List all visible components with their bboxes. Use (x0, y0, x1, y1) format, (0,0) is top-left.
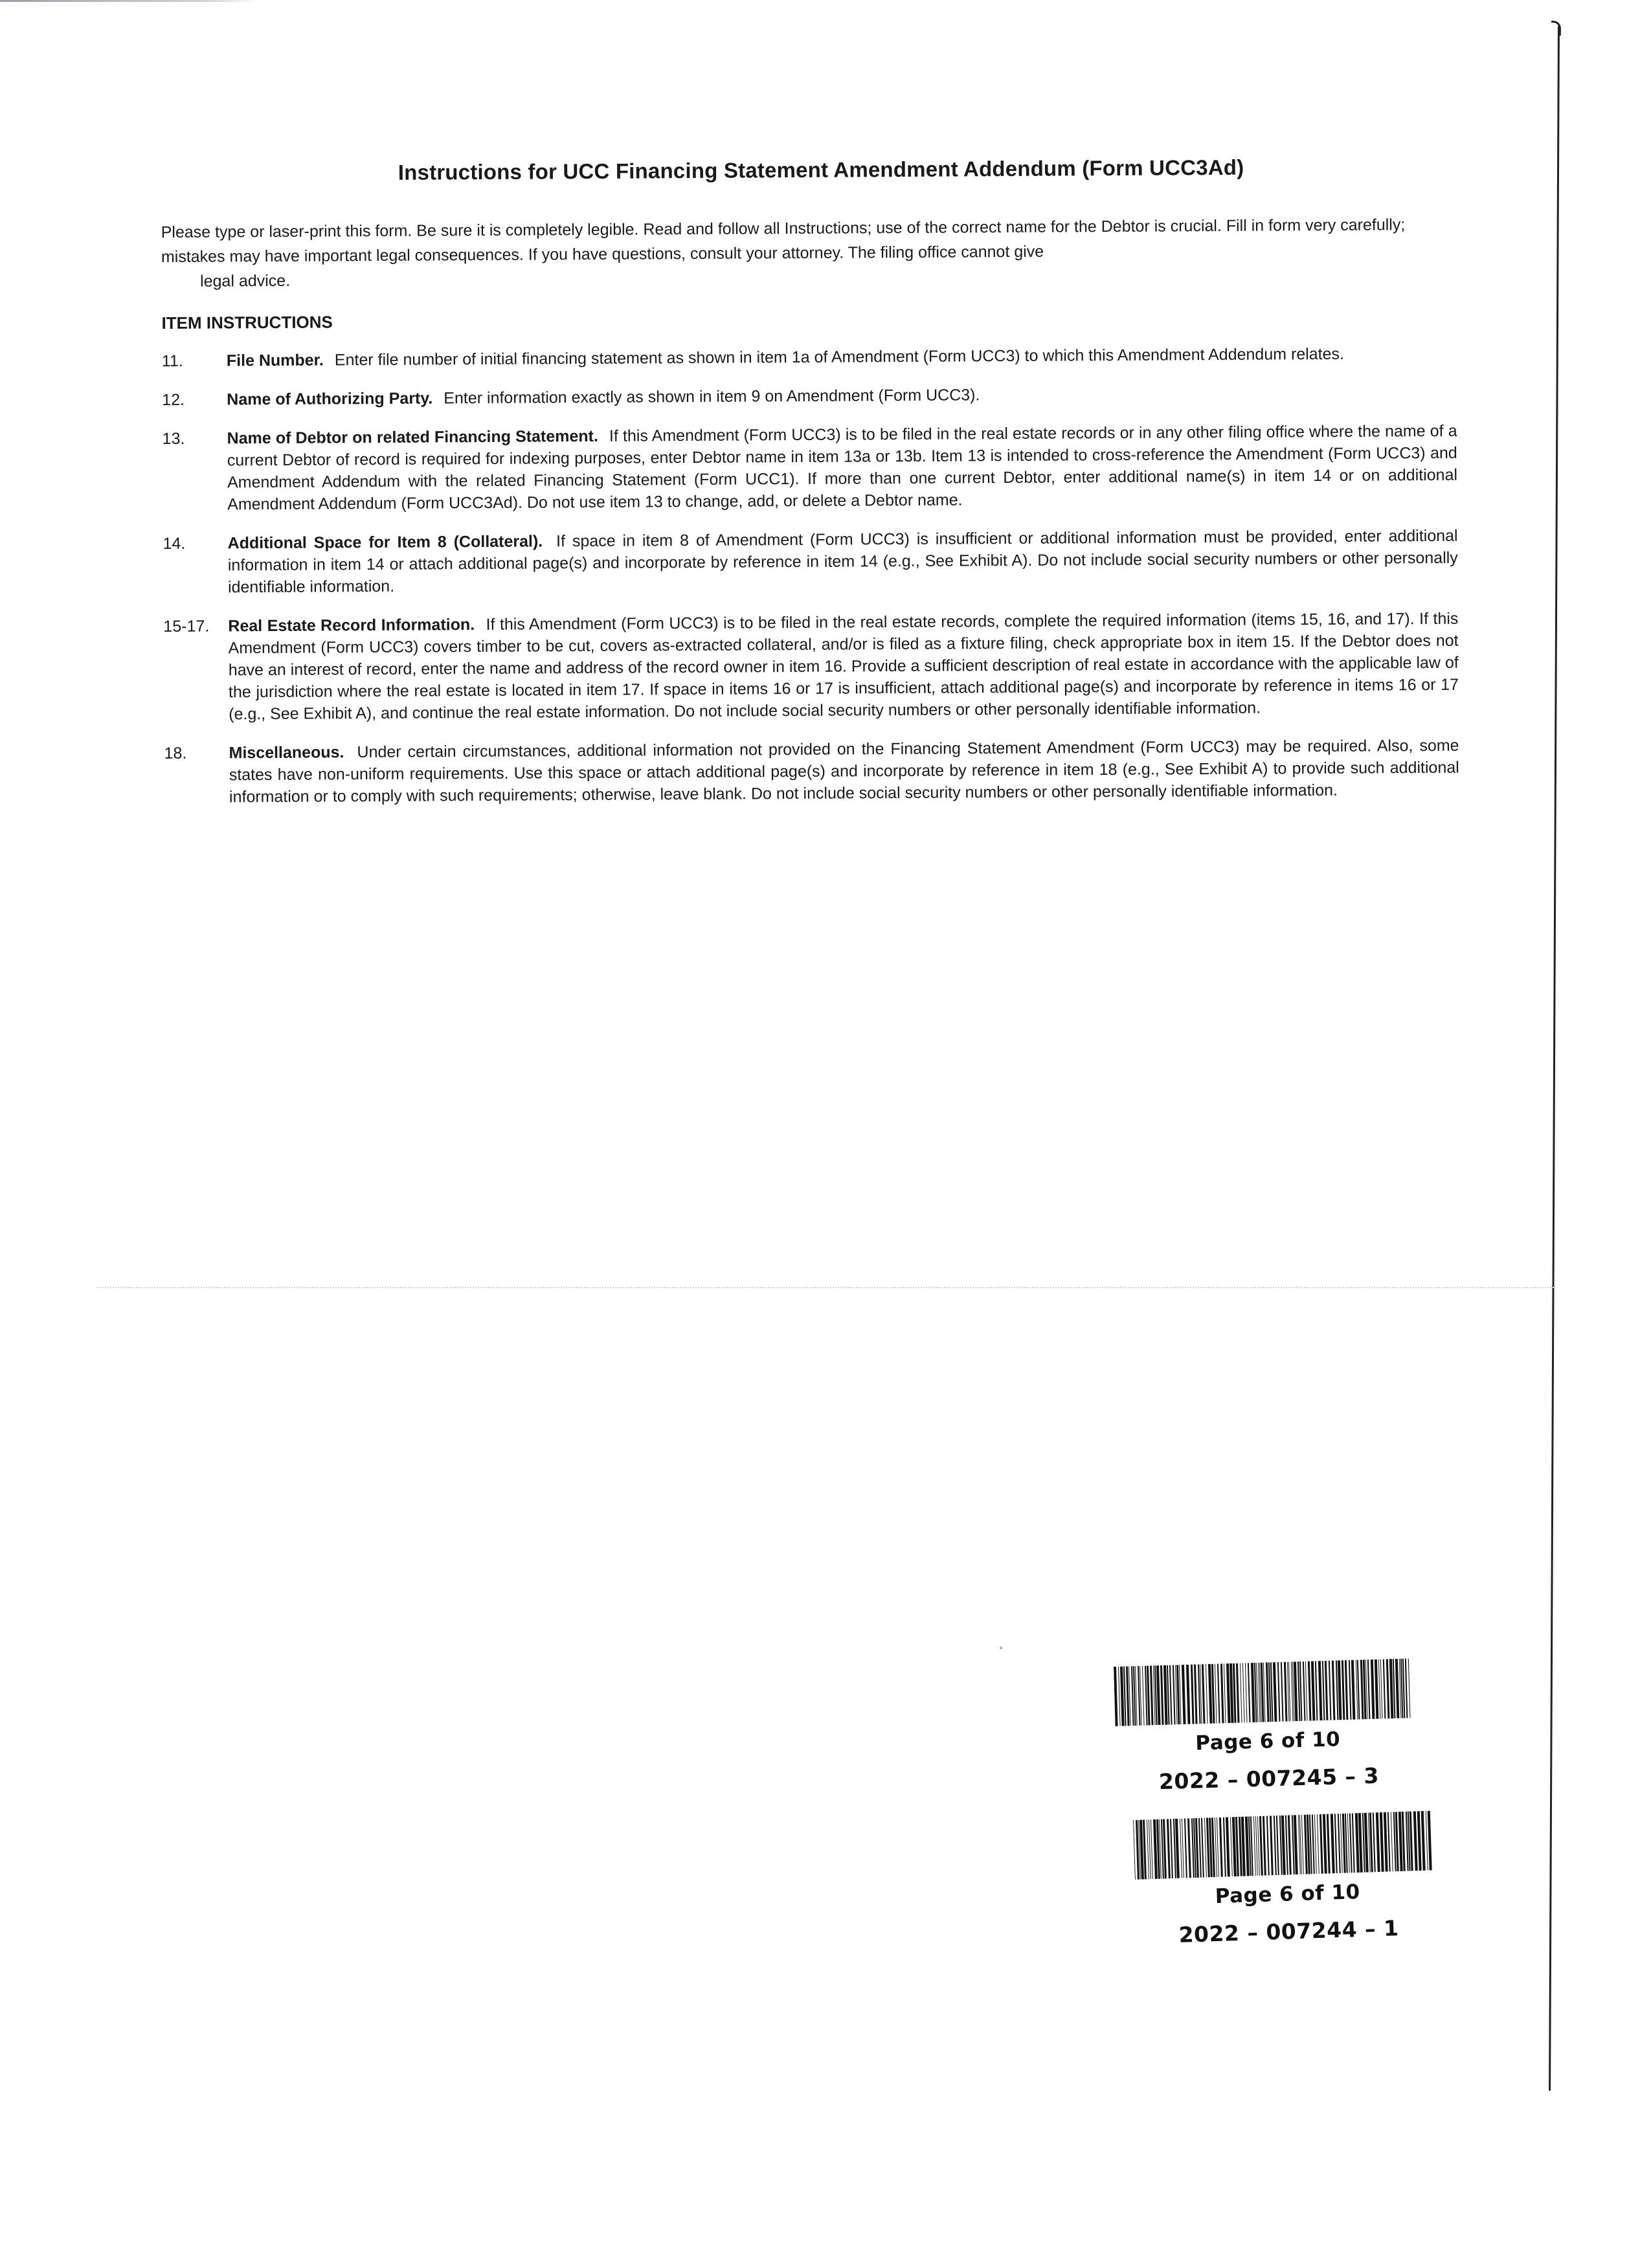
item-number: 12. (162, 390, 185, 409)
barcode-bar (1257, 1816, 1260, 1876)
barcode-bar (1150, 1665, 1154, 1725)
item-number: 14. (163, 534, 186, 553)
stamp-document-number: 2022 – 007245 – 3 (1158, 1762, 1380, 1795)
item-text: Enter file number of initial financing statement as shown in item 1a of Amendment (Form UCC3) to which this Amendment Addendum relates. (334, 344, 1345, 370)
item-text: If space in item 8 of Amendment (Form UCC3) is insufficient or additional information must be provided, enter additional information in item 14 or attach additional page(s) and incorporate by reference in item 14 (e.g., See Exhibit A). Do not include social security numbers or other personally identifiable information. (227, 526, 1458, 597)
barcode-bar (1114, 1667, 1118, 1726)
barcode-bar (1376, 1812, 1380, 1872)
barcode-bar (1223, 1818, 1226, 1877)
barcode-bar (1215, 1818, 1217, 1877)
barcode-bar (1322, 1661, 1325, 1720)
barcode-bar (1186, 1665, 1191, 1724)
item-number: 13. (162, 429, 185, 448)
barcode-bar (1329, 1661, 1332, 1720)
barcode-bar (1187, 1818, 1191, 1878)
barcode-bar (1349, 1660, 1352, 1720)
barcode-bar (1281, 1662, 1284, 1722)
barcode-bar (1194, 1664, 1198, 1724)
barcode-bar (1184, 1818, 1187, 1878)
barcode-bar (1133, 1820, 1136, 1880)
barcode-bar (1273, 1662, 1277, 1722)
item-title: File Number. (226, 351, 324, 370)
page-title: Instructions for UCC Financing Statement Amendment Addendum (Form UCC3Ad) (398, 155, 1244, 184)
barcode-bar (1318, 1661, 1323, 1720)
fold-line (97, 1287, 1554, 1288)
item-body (227, 342, 1457, 372)
barcode-bar (1421, 1811, 1426, 1871)
barcode-bar (1378, 1660, 1381, 1719)
instruction-item-18 (164, 735, 1459, 808)
barcode-bar (1217, 1818, 1219, 1877)
recording-stamp-2 (1133, 1810, 1441, 1952)
barcode-bar (1277, 1662, 1281, 1722)
instruction-item-14 (163, 525, 1459, 599)
instruction-item-12 (162, 381, 1457, 411)
barcode-bar (1236, 1663, 1240, 1723)
barcode-bar (1408, 1658, 1411, 1718)
barcode-bar (1323, 1814, 1327, 1874)
barcode-bar (1373, 1812, 1376, 1872)
barcode-bar (1118, 1667, 1121, 1726)
barcode-bar (1413, 1811, 1418, 1871)
barcode-bar (1349, 1813, 1353, 1873)
item-number: 15-17. (163, 617, 210, 636)
barcode-bar (1380, 1812, 1384, 1872)
barcode-bar (1417, 1811, 1422, 1871)
barcode-bar (1202, 1664, 1206, 1724)
barcode-bar (1342, 1660, 1345, 1720)
barcode-bar (1160, 1665, 1164, 1725)
item-text: If this Amendment (Form UCC3) is to be filed in the real estate records, complete the required information (items 15, 16, and 17). If this Amendment (Form UCC3) covers timber to be cut, covers as-extracted collateral, and/or is filed as a fixture filing, check appropriate box in item 15. If the Debtor does not have an interest of record, enter the name and address of the record owner in item 16. Provide a sufficient description of real estate in accordance with the applicable law of the jurisdiction where the real estate is located in item 17. If space in items 16 or 17 is insufficient, attach additional page(s) and incorporate by reference in items 16 or 17 (e.g., See Exhibit A), and continue the real estate information. Do not include social security numbers or other personally identifiable information. (228, 609, 1459, 724)
item-title: Miscellaneous. (229, 743, 344, 762)
barcode-bar (1345, 1660, 1349, 1720)
barcode-bar (1352, 1813, 1355, 1873)
scan-speck (1000, 1647, 1002, 1649)
barcode-bar (1426, 1811, 1428, 1871)
recording-stamp-1 (1114, 1658, 1422, 1799)
barcode-bar (1334, 1814, 1338, 1873)
barcode-bar (1367, 1660, 1371, 1719)
barcode-bar (1347, 1814, 1350, 1873)
barcode-bar (1428, 1811, 1432, 1871)
instruction-item-13 (163, 420, 1458, 516)
barcode-bar (1314, 1814, 1317, 1874)
item-title: Real Estate Record Information. (228, 616, 475, 636)
barcode-bar (1371, 1660, 1375, 1719)
barcode-bar (1169, 1665, 1173, 1725)
barcode-bar (1259, 1816, 1263, 1876)
barcode-bar (1395, 1659, 1400, 1718)
item-title: Additional Space for Item 8 (Collateral). (227, 532, 543, 553)
item-text: Under certain circumstances, additional information not provided on the Financing Statement Amendment (Form UCC3) may be required. Also, some states have non-uniform requirements. Use this space or attach additional page(s) and incorporate by reference in item 18 (e.g., See Exhibit A) to provide such additional information or to comply with such requirements; otherwise, leave blank. Do not include social security numbers or other personally identifiable information. (229, 736, 1459, 806)
item-title: Name of Authorizing Party. (227, 389, 433, 409)
barcode-bar (1317, 1814, 1320, 1874)
item-number: 18. (164, 744, 187, 762)
barcode-bar (1305, 1662, 1308, 1721)
item-text: Enter information exactly as shown in item 9 on Amendment (Form UCC3). (444, 386, 980, 408)
stamp-document-number: 2022 – 007244 – 1 (1178, 1915, 1400, 1948)
barcode-bar (1383, 1659, 1386, 1718)
barcode-bar (1151, 1819, 1153, 1879)
barcode-bar (1288, 1815, 1292, 1874)
item-body (228, 608, 1459, 726)
barcode-bar (1142, 1666, 1145, 1726)
barcode-bar (1303, 1662, 1306, 1721)
barcode-bar (1375, 1660, 1379, 1719)
barcode-bar (1384, 1812, 1388, 1872)
barcode-bar (1248, 1663, 1251, 1722)
barcode-bar (1224, 1663, 1226, 1723)
stamp-page-label: Page 6 of 10 (1215, 1880, 1361, 1909)
barcode-bar (1191, 1665, 1195, 1724)
barcode-bar (1217, 1663, 1220, 1723)
barcode-graphic (1114, 1658, 1413, 1726)
barcode-bar (1226, 1817, 1230, 1876)
scan-edge-artifact (0, 0, 259, 2)
barcode-bar (1204, 1818, 1207, 1878)
barcode-bar (1198, 1818, 1202, 1878)
barcode-bar (1320, 1814, 1323, 1874)
intro-line-1: Please type or laser-print this form. Be sure it is completely legible. Read and follow all Instructions; use of the correct name for the Debtor is crucial. Fill in form very carefully; mistakes may have important legal consequences. If you have questions, consult your attorney. The filing office cannot give (161, 216, 1406, 266)
barcode-bar (1387, 1812, 1391, 1872)
barcode-bar (1270, 1816, 1274, 1875)
barcode-bar (1263, 1816, 1266, 1876)
intro-paragraph (161, 212, 1457, 294)
barcode-bar (1312, 1814, 1315, 1874)
barcode-bar (1167, 1819, 1171, 1878)
barcode-bar (1266, 1816, 1270, 1875)
barcode-bar (1386, 1659, 1390, 1718)
instruction-item-15-17 (163, 608, 1459, 726)
barcode-bar (1170, 1819, 1173, 1878)
barcode-bar (1332, 1661, 1336, 1720)
barcode-bar (1245, 1663, 1248, 1722)
barcode-bar (1301, 1815, 1304, 1874)
barcode-bar (1215, 1664, 1217, 1724)
stamp-page-label: Page 6 of 10 (1195, 1728, 1341, 1755)
page-edge-line (1549, 26, 1560, 2091)
barcode-bar (1340, 1814, 1343, 1873)
item-number: 11. (161, 351, 183, 370)
barcode-bar (1242, 1663, 1245, 1722)
item-text: If this Amendment (Form UCC3) is to be filed in the real estate records or in any other filing office where the name of a current Debtor of record is required for indexing purposes, enter Debtor name in item 13a or 13b. Item 13 is intended to cross-reference the Amendment (Form UCC3) and Amendment Addendum with the related Financing Statement (Form UCC1). If more than one current Debtor, enter additional name(s) in item 14 or on additional Amendment Addendum (Form UCC3Ad). Do not use item 13 to change, add, or delete a Debtor name. (227, 421, 1458, 514)
barcode-bar (1219, 1818, 1223, 1877)
barcode-bar (1285, 1816, 1288, 1875)
instructions-content (161, 154, 1459, 825)
barcode-bar (1380, 1659, 1383, 1718)
barcode-bar (1327, 1814, 1331, 1874)
item-body (227, 381, 1457, 411)
barcode-bar (1240, 1663, 1242, 1723)
barcode-bar (1276, 1816, 1279, 1875)
item-body (227, 420, 1458, 516)
barcode-bar (1391, 1812, 1393, 1871)
barcode-bar (1182, 1665, 1186, 1724)
instruction-item-11 (162, 342, 1457, 372)
barcode-bar (1180, 1819, 1182, 1878)
barcode-bar (1308, 1662, 1312, 1721)
barcode-bar (1325, 1661, 1329, 1720)
barcode-bar (1274, 1816, 1277, 1875)
barcode-bar (1284, 1662, 1288, 1722)
section-heading: ITEM INSTRUCTIONS (161, 312, 333, 333)
barcode-bar (1147, 1819, 1149, 1879)
barcode-bar (1331, 1814, 1335, 1873)
barcode-bar (1351, 1660, 1356, 1720)
barcode-bar (1173, 1665, 1176, 1724)
barcode-bar (1255, 1816, 1258, 1876)
barcode-bar (1311, 1661, 1316, 1720)
barcode-bar (1201, 1818, 1204, 1878)
item-body (227, 525, 1458, 599)
barcode-graphic (1133, 1811, 1433, 1880)
barcode-bar (1230, 1817, 1233, 1876)
barcode-bar (1182, 1819, 1184, 1878)
barcode-bar (1206, 1664, 1208, 1724)
barcode-bar (1315, 1661, 1318, 1720)
intro-line-2: legal advice. (200, 271, 291, 291)
barcode-bar (1405, 1658, 1408, 1718)
item-title: Name of Debtor on related Financing Statement. (227, 427, 598, 448)
barcode-bar (1220, 1663, 1224, 1723)
barcode-bar (1149, 1819, 1151, 1879)
barcode-bar (1338, 1814, 1341, 1873)
barcode-bar (1253, 1816, 1256, 1876)
item-body (229, 735, 1459, 808)
